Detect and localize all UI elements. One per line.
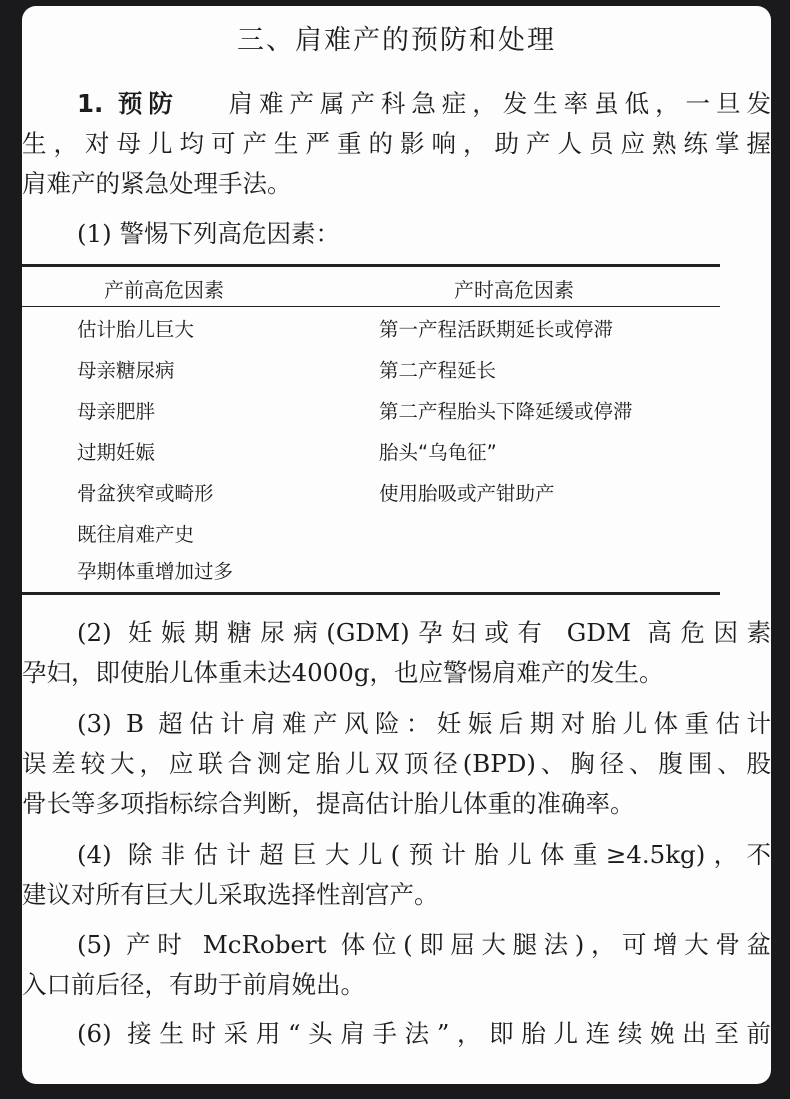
item-3-line-2: 误差较大，应联合测定胎儿双顶径(BPD)、胸径、腹围、股 [22, 749, 771, 778]
intrapartum-risk-item: 使用胎吸或产钳助产 [379, 482, 555, 505]
item-2-line-2: 孕妇，即使胎儿体重未达4000g，也应警惕肩难产的发生。 [22, 658, 664, 687]
intrapartum-risk-item: 第二产程胎头下降延缓或停滞 [379, 400, 633, 423]
prevention-text-1: 肩难产属产科急症，发生率虽低，一旦发 [222, 89, 771, 118]
prevention-line-2: 生，对母儿均可产生严重的影响，助产人员应熟练掌握 [22, 129, 771, 158]
intrapartum-risk-item: 胎头“乌龟征” [379, 441, 497, 464]
book-page [22, 6, 771, 1084]
item-6-line-1: (6) 接生时采用“头肩手法”，即胎儿连续娩出至前 [77, 1019, 771, 1048]
antepartum-risk-item: 母亲肥胖 [77, 400, 156, 423]
table-bottom-rule [22, 592, 720, 595]
antepartum-risk-item: 孕期体重增加过多 [77, 560, 234, 583]
item-5-paragraph [22, 925, 771, 1005]
antepartum-risk-item: 既往肩难产史 [77, 523, 195, 546]
item-1-text: (1) 警惕下列高危因素： [77, 219, 340, 248]
item-2-paragraph [22, 613, 771, 693]
antepartum-risk-item: 母亲糖尿病 [77, 359, 175, 382]
item-3-line-1: (3) B 超估计肩难产风险：妊娠后期对胎儿体重估计 [77, 709, 771, 738]
item-4-line-2: 建议对所有巨大儿采取选择性剖宫产。 [22, 880, 439, 909]
item-2-line-1: (2) 妊娠期糖尿病(GDM)孕妇或有 GDM 高危因素 [77, 618, 771, 647]
antepartum-risk-item: 过期妊娠 [77, 441, 156, 464]
item-5-line-1: (5) 产时 McRobert 体位(即屈大腿法)，可增大骨盆 [77, 930, 771, 959]
antepartum-risk-item: 骨盆狭窄或畸形 [77, 482, 214, 505]
table-top-rule [22, 264, 720, 267]
prevention-line-3: 肩难产的紧急处理手法。 [22, 169, 292, 198]
table-header-intrapartum: 产时高危因素 [454, 278, 574, 302]
intrapartum-risk-item: 第一产程活跃期延长或停滞 [379, 318, 614, 341]
table-header-rule [22, 306, 720, 307]
item-5-line-2: 入口前后径，有助于前肩娩出。 [22, 970, 365, 999]
item-6-paragraph [22, 1014, 771, 1054]
section-title: 三、肩难产的预防和处理 [237, 25, 556, 56]
prevention-label: 1. 预防 [77, 89, 179, 118]
prevention-line-1 [22, 84, 771, 124]
table-header-antepartum: 产前高危因素 [104, 278, 224, 302]
item-3-line-3: 骨长等多项指标综合判断，提高估计胎儿体重的准确率。 [22, 789, 635, 818]
intrapartum-risk-item: 第二产程延长 [379, 359, 497, 382]
item-4-line-1: (4) 除非估计超巨大儿(预计胎儿体重≥4.5kg)，不 [77, 840, 771, 869]
antepartum-risk-item: 估计胎儿巨大 [77, 318, 195, 341]
item-3-paragraph [22, 704, 771, 824]
item-4-paragraph [22, 835, 771, 915]
prevention-paragraph [22, 84, 771, 204]
